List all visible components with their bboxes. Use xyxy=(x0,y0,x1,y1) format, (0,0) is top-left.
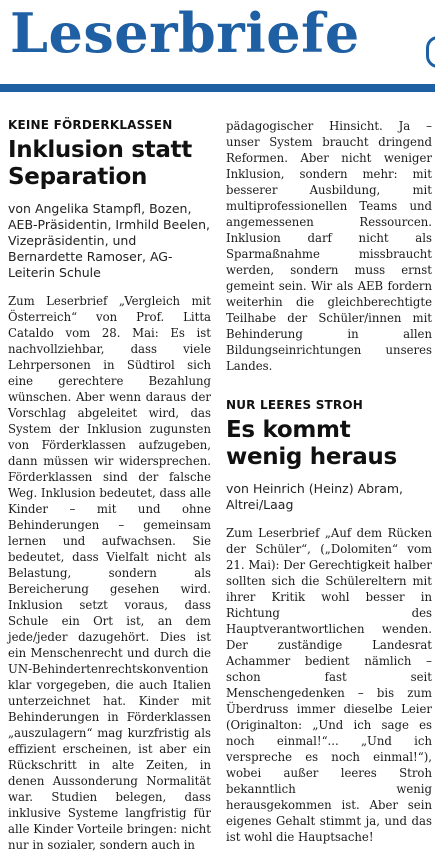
letter-2 xyxy=(226,398,432,845)
letter-1-byline: von Angelika Stampfl, Bozen, AEB-Präsidentin, Irmhild Beelen, Vizepräsidentin, und Bernardette Ramoser, AG-Leiterin Schule xyxy=(8,201,211,280)
column-right xyxy=(226,118,432,845)
letter-1-body-part2: pädagogischer Hinsicht. Ja – unser System braucht dringend Reformen. Aber nicht weniger Inklusion, sondern mehr: mit besserer Ausbildung, mit multiprofessionellen Teams und angemessenen Ressourcen. Inklusion darf nicht als Sparmaßnahme missbraucht werden, sondern muss ernst gemeint sein. Wir als AEB fordern weiterhin die gleichberechtigte Teilhabe der Schüler/innen mit Behinderung in allen Bildungseinrichtungen unseres Landes. xyxy=(226,119,432,373)
masthead-ornament xyxy=(426,36,435,68)
column-left xyxy=(8,118,211,853)
letter-1-headline: Inklusion statt Separation xyxy=(8,137,192,190)
letter-2-headline: Es kommt wenig heraus xyxy=(226,417,397,470)
masthead-title: Leserbriefe xyxy=(10,1,360,65)
masthead-rule xyxy=(0,84,435,92)
letter-2-byline: von Heinrich (Heinz) Abram, Altrei/Laag xyxy=(226,481,404,512)
letter-1 xyxy=(8,118,211,853)
letter-1-body-part1: Zum Leserbrief „Vergleich mit Österreich“ von Prof. Litta Cataldo vom 28. Mai: Es ist nachvollziehbar, dass viele Lehrpersonen in Südtirol sich eine gerechtere Bezahlung wünschen. Aber wenn daraus der Vorschlag abgeleitet wird, das System der Inklusion zugunsten von Förderklassen aufzugeben, dann müssen wir widersprechen. Förderklassen sind der falsche Weg. Inklusion bedeutet, dass alle Kinder – mit und ohne Behinderungen – gemeinsam lernen und aufwachsen. Sie bedeutet, dass Vielfalt nicht als Belastung, sondern als Bereicherung gesehen wird. Inklusion setzt voraus, dass Schule ein Ort ist, an dem jede/jeder dazugehört. Dies ist ein Menschenrecht und durch die UN-Behindertenrechtskonvention klar vorgegeben, die auch Italien unterzeichnet hat. Kinder mit Behinderungen in Förderklassen „auszulagern“ mag kurzfristig als effizient erscheinen, ist aber ein Rückschritt in alte Zeiten, in denen Aussonderung Normalität war. Studien belegen, dass inklusive Systeme langfristig für alle Kinder Vorteile bringen: nicht nur in sozialer, sondern auch in xyxy=(8,294,211,852)
letter-2-kicker: NUR LEERES STROH xyxy=(226,398,364,412)
letter-2-body: Zum Leserbrief „Auf dem Rücken der Schüler“, („Dolomiten“ vom 21. Mai): Der Gerechtigkeit halber sollten sich die Schülereltern mit ihrer Kritik wohl besser in Richtung des Hauptverantwortlichen wenden. Der zuständige Landesrat Achammer bedient nämlich – schon fast seit Menschengedenken – bis zum Überdruss immer dieselbe Leier (Originalton: „Und ich sage es noch einmal!“... „Und ich verspreche es noch einmal!“), wobei außer leeres Stroh bekanntlich wenig herausgekommen ist. Aber sein eigenes Gehalt stimmt ja, und das ist wohl die Hauptsache! xyxy=(226,526,432,844)
letter-1-kicker: KEINE FÖRDERKLASSEN xyxy=(8,118,173,132)
